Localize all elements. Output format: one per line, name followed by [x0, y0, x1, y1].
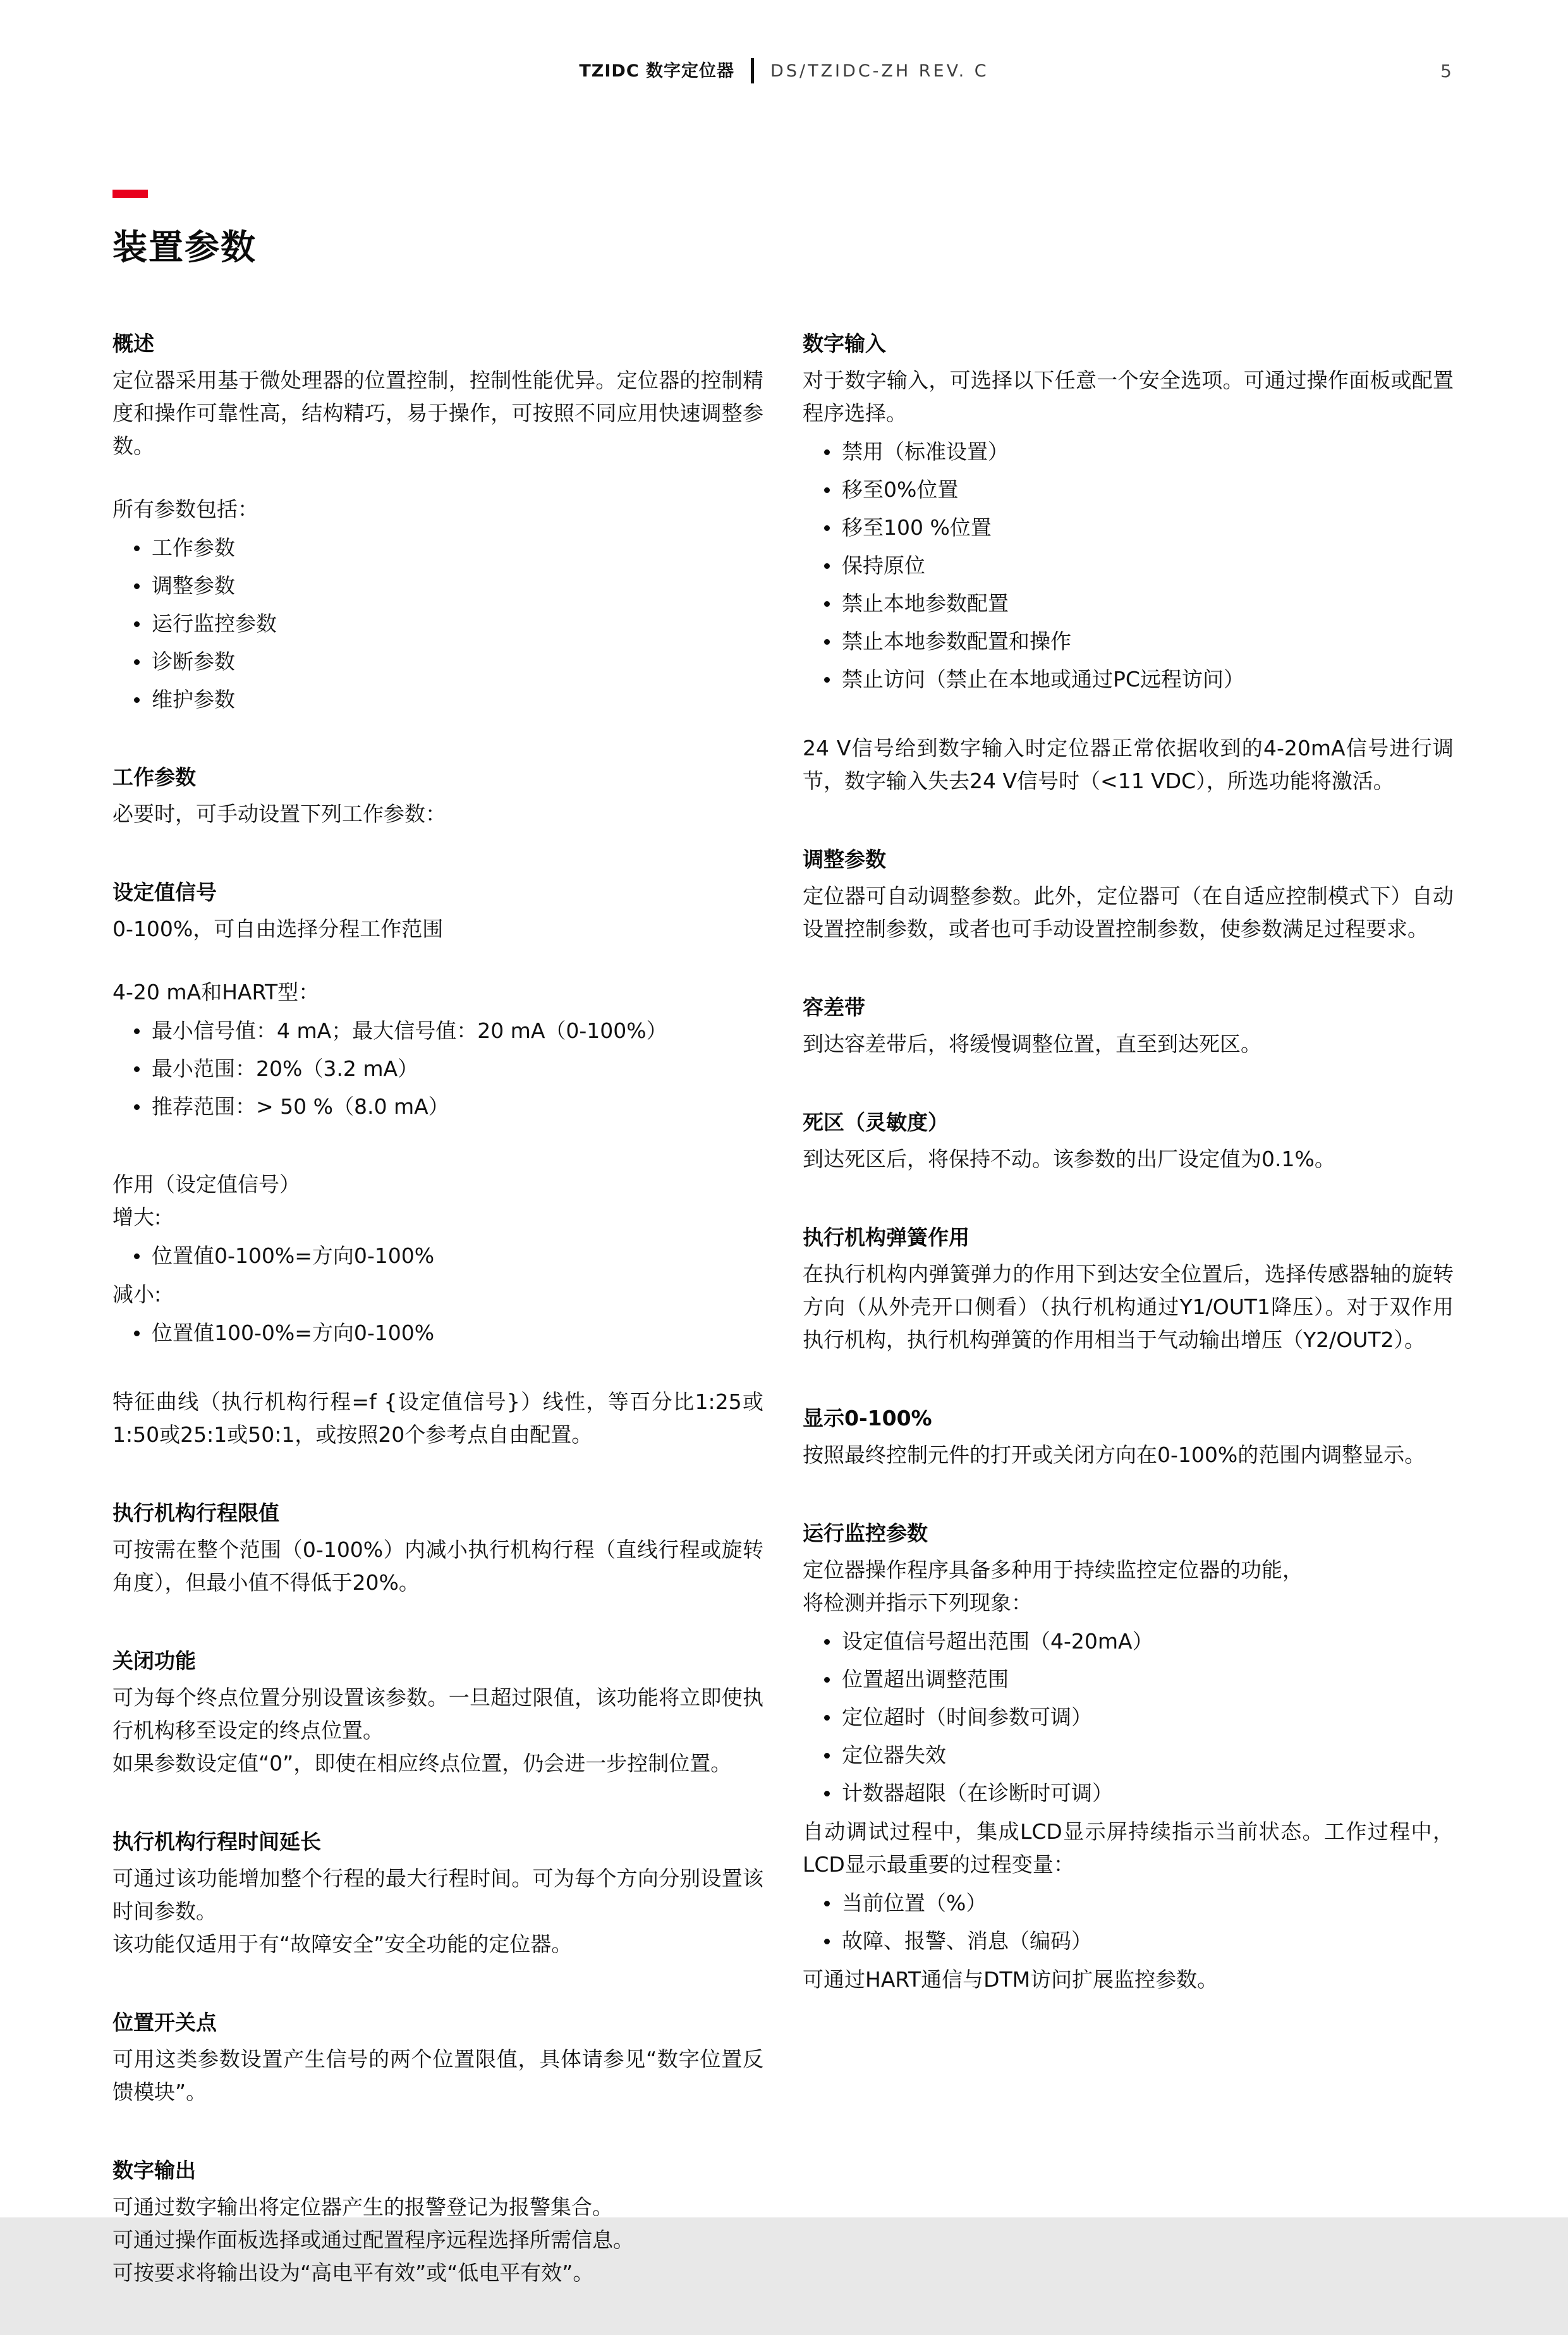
paragraph: 增大:: [112, 1205, 162, 1229]
paragraph: 定位器可自动调整参数。此外，定位器可（在自适应控制模式下）自动设置控制参数，或者也可手动设置控制参数，使参数满足过程要求。: [803, 884, 1454, 941]
section: [112, 1645, 763, 1780]
section-heading: 工作参数: [112, 765, 196, 790]
two-column-layout: [112, 327, 1454, 2335]
list-item: 位置值100-0%=方向0-100%: [112, 1317, 763, 1349]
bullet-list: [112, 1317, 763, 1349]
paragraph: 4-20 mA和HART型：: [112, 980, 320, 1004]
list-item: 当前位置（%）: [803, 1887, 1454, 1919]
paragraph: 必要时，可手动设置下列工作参数：: [112, 802, 446, 826]
section-heading: 执行机构行程时间延长: [112, 1829, 321, 1854]
section: [112, 327, 763, 716]
paragraph: 对于数字输入，可选择以下任意一个安全选项。可通过操作面板或配置程序选择。: [803, 368, 1454, 425]
paragraph: 到达容差带后，将缓慢调整位置，直至到达死区。: [803, 1032, 1261, 1056]
spacer: [112, 946, 763, 976]
paragraph: 定位器操作程序具备多种用于持续监控定位器的功能，: [803, 1558, 1303, 1582]
list-item: 定位器失效: [803, 1740, 1454, 1771]
section: [803, 991, 1454, 1061]
section-heading: 关闭功能: [112, 1649, 196, 1673]
paragraph: 特征曲线（执行机构行程=f {设定值信号}）线性，等百分比1:25或1:50或25:1或50:1，或按照20个参考点自由配置。: [112, 1389, 763, 1447]
page-title: 装置参数: [112, 227, 257, 267]
section-heading: 数字输出: [112, 2158, 196, 2183]
list-item: 禁止本地参数配置: [803, 588, 1454, 619]
bullet-list: [803, 1626, 1454, 1809]
section: [803, 1517, 1454, 1996]
list-item: 禁用（标准设置）: [803, 436, 1454, 468]
section-heading: 死区（灵敏度）: [803, 1110, 949, 1135]
section-heading: 调整参数: [803, 847, 886, 872]
bullet-list: [112, 1240, 763, 1272]
list-item: 移至0%位置: [803, 474, 1454, 506]
spacer: [803, 702, 1454, 732]
section: [112, 2154, 763, 2289]
section-heading: 执行机构行程限值: [112, 1501, 279, 1525]
paragraph: 自动调试过程中，集成LCD显示屏持续指示当前状态。工作过程中，LCD显示最重要的过程变量：: [803, 1819, 1454, 1877]
paragraph: 0-100%，可自由选择分程工作范围: [112, 917, 444, 941]
paragraph: 所有参数包括：: [112, 497, 258, 521]
header-product-name: TZIDC 数字定位器: [579, 61, 735, 81]
paragraph: 该功能仅适用于有“故障安全”安全功能的定位器。: [112, 1932, 573, 1956]
section: [112, 1497, 763, 1599]
paragraph: 可通过HART通信与DTM访问扩展监控参数。: [803, 1967, 1219, 1992]
section: [803, 843, 1454, 946]
right-column: [803, 327, 1454, 2335]
list-item: 位置超出调整范围: [803, 1664, 1454, 1695]
paragraph: 可用这类参数设置产生信号的两个位置限值，具体请参见“数字位置反馈模块”。: [112, 2047, 763, 2104]
section-heading: 显示0-100%: [803, 1406, 932, 1430]
paragraph: 到达死区后，将保持不动。该参数的出厂设定值为0.1%。: [803, 1147, 1335, 1171]
section-heading: 位置开关点: [112, 2010, 217, 2035]
paragraph: 可按要求将输出设为“高电平有效”或“低电平有效”。: [112, 2260, 594, 2285]
list-item: 运行监控参数: [112, 608, 763, 640]
list-item: 禁止本地参数配置和操作: [803, 626, 1454, 657]
paragraph: 可通过数字输出将定位器产生的报警登记为报警集合。: [112, 2195, 613, 2219]
list-item: 移至100 %位置: [803, 512, 1454, 544]
bullet-list: [112, 532, 763, 716]
paragraph: 24 V信号给到数字输入时定位器正常依据收到的4-20mA信号进行调节，数字输入失去24 V信号时（<11 VDC），所选功能将激活。: [803, 736, 1454, 793]
section-heading: 概述: [112, 331, 154, 356]
paragraph: 可为每个终点位置分别设置该参数。一旦超过限值，该功能将立即使执行机构移至设定的终点位置。: [112, 1685, 763, 1743]
list-item: 故障、报警、消息（编码）: [803, 1925, 1454, 1957]
paragraph: 可通过操作面板选择或通过配置程序远程选择所需信息。: [112, 2228, 634, 2252]
list-item: 维护参数: [112, 684, 763, 716]
paragraph: 将检测并指示下列现象：: [803, 1590, 1032, 1615]
list-item: 推荐范围：> 50 %（8.0 mA）: [112, 1091, 763, 1123]
section-heading: 容差带: [803, 995, 865, 1020]
content-area: [112, 190, 1454, 2335]
section-heading: 数字输入: [803, 331, 886, 356]
spacer: [112, 463, 763, 493]
list-item: 最小信号值：4 mA；最大信号值：20 mA（0-100%）: [112, 1015, 763, 1047]
paragraph: 可通过该功能增加整个行程的最大行程时间。可为每个方向分别设置该时间参数。: [112, 1866, 763, 1923]
list-item: 定位超时（时间参数可调）: [803, 1702, 1454, 1733]
paragraph: 减小:: [112, 1282, 162, 1307]
list-item: 禁止访问（禁止在本地或通过PC远程访问）: [803, 664, 1454, 695]
paragraph: 如果参数设定值“0”，即使在相应终点位置，仍会进一步控制位置。: [112, 1751, 732, 1776]
list-item: 计数器超限（在诊断时可调）: [803, 1777, 1454, 1809]
running-header: [0, 58, 1568, 83]
accent-dash: [112, 190, 148, 198]
bullet-list: [803, 1887, 1454, 1957]
bullet-list: [112, 1015, 763, 1123]
header-doc-code: DS/TZIDC-ZH REV. C: [770, 61, 989, 81]
section: [112, 2006, 763, 2109]
list-item: 工作参数: [112, 532, 763, 564]
section: [112, 1168, 763, 1451]
bullet-list: [803, 436, 1454, 695]
section-heading: 执行机构弹簧作用: [803, 1225, 969, 1250]
section: [803, 327, 1454, 798]
section-heading: 运行监控参数: [803, 1521, 928, 1545]
list-item: 诊断参数: [112, 646, 763, 678]
section: [803, 1402, 1454, 1472]
list-item: 最小范围：20%（3.2 mA）: [112, 1053, 763, 1085]
page-number: 5: [1440, 61, 1452, 82]
paragraph: 在执行机构内弹簧弹力的作用下到达安全位置后，选择传感器轴的旋转方向（从外壳开口侧看）（执行机构通过Y1/OUT1降压）。对于双作用执行机构，执行机构弹簧的作用相当于气动输出增压（Y2/OUT2）。: [803, 1262, 1454, 1352]
paragraph: 定位器采用基于微处理器的位置控制，控制性能优异。定位器的控制精度和操作可靠性高，结构精巧，易于操作，可按照不同应用快速调整参数。: [112, 368, 763, 458]
section: [112, 1826, 763, 1961]
list-item: 保持原位: [803, 550, 1454, 582]
paragraph: 按照最终控制元件的打开或关闭方向在0-100%的范围内调整显示。: [803, 1442, 1426, 1467]
section-heading: 设定值信号: [112, 880, 217, 905]
left-column: [112, 327, 763, 2335]
header-divider: [751, 58, 754, 83]
paragraph: 作用（设定值信号）: [112, 1172, 300, 1197]
section: [112, 876, 763, 1123]
section: [803, 1221, 1454, 1356]
list-item: 位置值0-100%=方向0-100%: [112, 1240, 763, 1272]
section: [803, 1106, 1454, 1176]
paragraph: 可按需在整个范围（0-100%）内减小执行机构行程（直线行程或旋转角度），但最小值不得低于20%。: [112, 1537, 763, 1595]
list-item: 调整参数: [112, 570, 763, 602]
spacer: [112, 1355, 763, 1386]
list-item: 设定值信号超出范围（4-20mA）: [803, 1626, 1454, 1657]
section: [112, 761, 763, 831]
